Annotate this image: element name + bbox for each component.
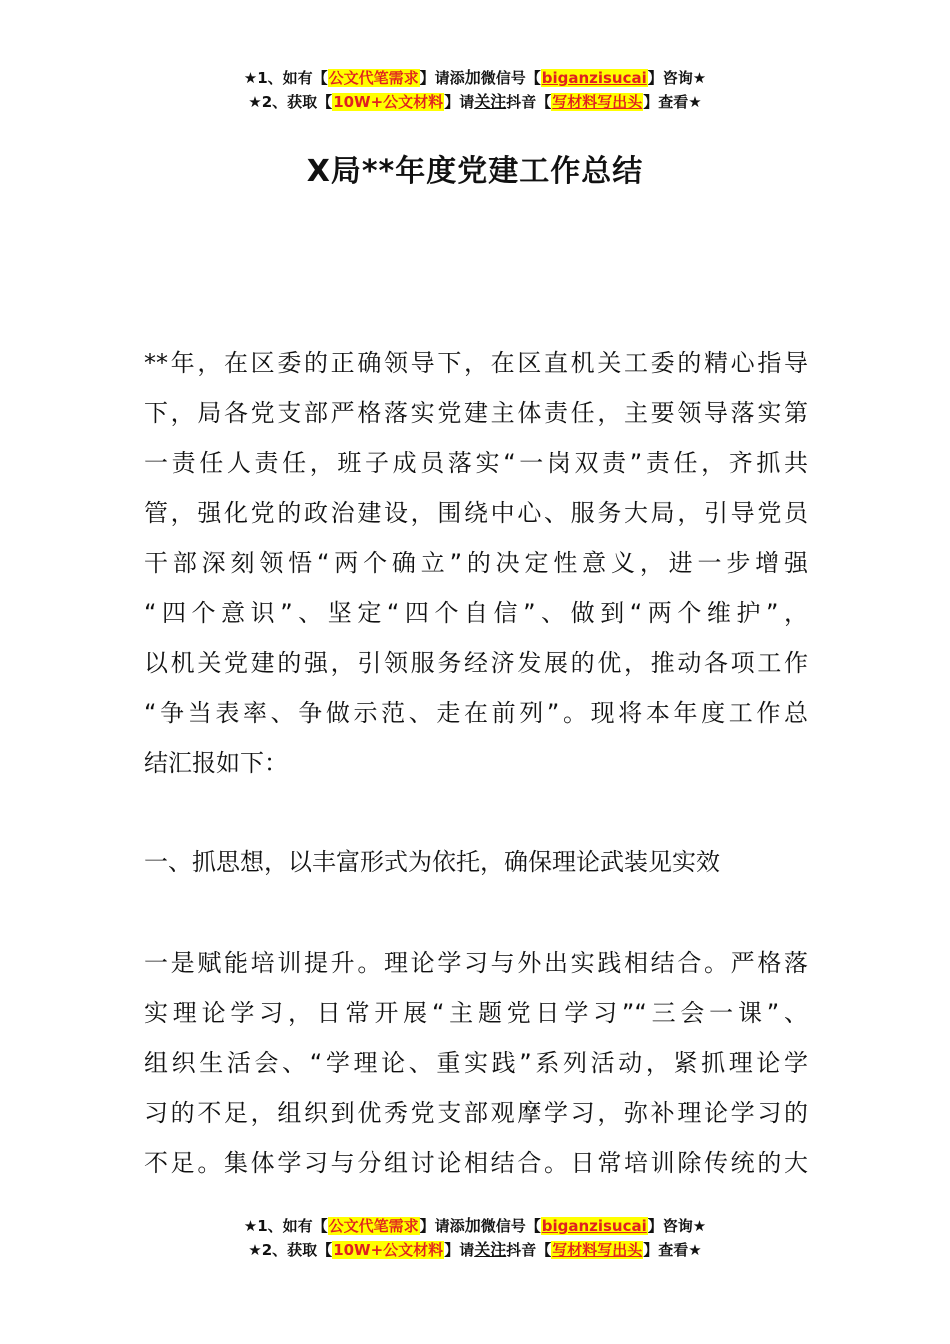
header-highlight-wechat-id: biganzisucai [541, 69, 647, 87]
paragraph-line: 实理论学习，日常开展“主题党日学习”“三会一课”、 [144, 999, 808, 1027]
header-highlight-douyin: 写材料写出头 [552, 93, 643, 111]
header-notice-line-2: ★2、获取【10W+公文材料】请关注抖音【写材料写出头】查看★ [248, 92, 702, 111]
paragraph-line: 一责任人责任，班子成员落实“一岗双责”责任，齐抓共 [144, 449, 808, 477]
paragraph-line: 下，局各党支部严格落实党建主体责任，主要领导落实第 [144, 399, 808, 427]
paragraph-line: “争当表率、争做示范、走在前列”。现将本年度工作总 [144, 699, 808, 727]
header-notice [0, 66, 950, 114]
paragraph-line: 习的不足，组织到优秀党支部观摩学习，弥补理论学习的 [144, 1099, 808, 1127]
paragraph-line: 组织生活会、“学理论、重实践”系列活动，紧抓理论学 [144, 1049, 808, 1077]
footer-highlight-ghostwriting: 公文代笔需求 [328, 1217, 419, 1235]
training-paragraph [144, 938, 808, 1188]
header-notice-line-1: ★1、如有【公文代笔需求】请添加微信号【biganzisucai】咨询★ [243, 68, 707, 87]
footer-notice-line-1: ★1、如有【公文代笔需求】请添加微信号【biganzisucai】咨询★ [243, 1216, 707, 1235]
header-highlight-materials: 10W+公文材料 [333, 93, 444, 111]
section-heading-1: 一、抓思想，以丰富形式为依托，确保理论武装见实效 [144, 848, 720, 876]
document-title: X局**年度党建工作总结 [306, 154, 644, 189]
footer-highlight-douyin: 写材料写出头 [552, 1241, 643, 1259]
paragraph-line: 不足。集体学习与分组讨论相结合。日常培训除传统的大 [144, 1149, 808, 1177]
footer-highlight-wechat-id: biganzisucai [541, 1217, 647, 1235]
paragraph-line: 以机关党建的强，引领服务经济发展的优，推动各项工作 [144, 649, 808, 677]
paragraph-line: “四个意识”、坚定“四个自信”、做到“两个维护”， [144, 599, 808, 627]
paragraph-line: 结汇报如下： [144, 749, 288, 777]
footer-highlight-materials: 10W+公文材料 [333, 1241, 444, 1259]
header-highlight-ghostwriting: 公文代笔需求 [328, 69, 419, 87]
intro-paragraph [144, 338, 808, 788]
footer-notice [0, 1214, 950, 1262]
paragraph-line: 一是赋能培训提升。理论学习与外出实践相结合。严格落 [144, 949, 808, 977]
paragraph-line: 干部深刻领悟“两个确立”的决定性意义，进一步增强 [144, 549, 808, 577]
paragraph-line: **年，在区委的正确领导下，在区直机关工委的精心指导 [144, 349, 808, 377]
paragraph-line: 管，强化党的政治建设，围绕中心、服务大局，引导党员 [144, 499, 808, 527]
footer-notice-line-2: ★2、获取【10W+公文材料】请关注抖音【写材料写出头】查看★ [248, 1240, 702, 1259]
